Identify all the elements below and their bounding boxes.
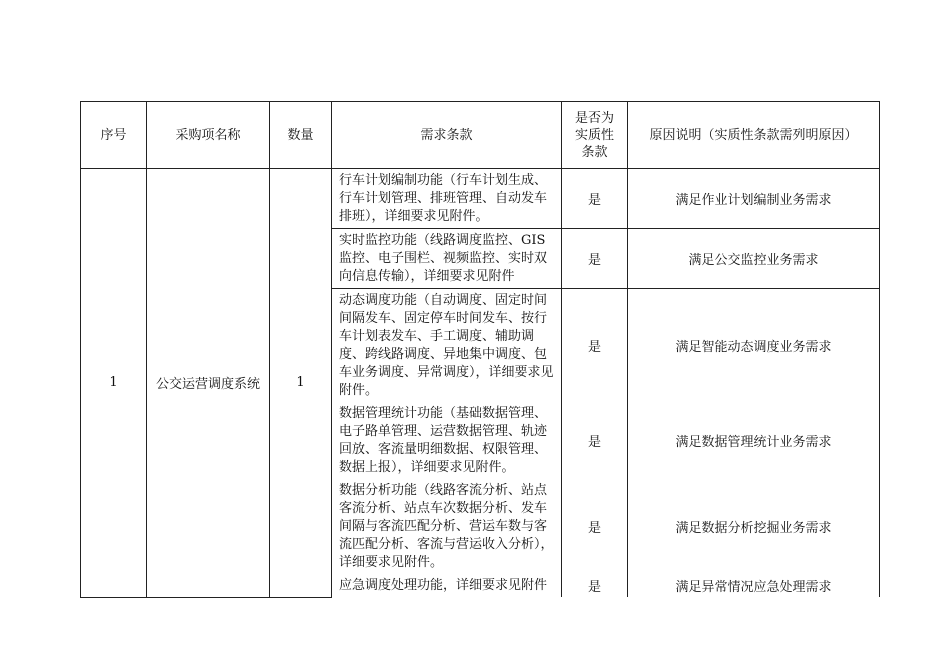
item-name-cell: 公交运营调度系统 [147,169,270,598]
header-substantive: 是否为 实质性 条款 [562,102,628,169]
header-serial-number: 序号 [81,102,147,169]
reason-cell: 满足数据分析挖掘业务需求 [628,479,880,574]
substantive-cell: 是 [562,479,628,574]
reason-cell: 满足智能动态调度业务需求 [628,289,880,403]
header-quantity: 数量 [270,102,332,169]
reason-cell: 满足数据管理统计业务需求 [628,402,880,479]
quantity-cell: 1 [270,169,332,598]
substantive-cell: 是 [562,289,628,403]
table-header-row [81,102,880,169]
reason-cell: 满足异常情况应急处理需求 [628,574,880,597]
requirement-cell: 数据管理统计功能（基础数据管理、电子路单管理、运营数据管理、轨迹回放、客流量明细数据、权限管理、数据上报），详细要求见附件。 [332,402,562,479]
requirement-cell: 数据分析功能（线路客流分析、站点客流分析、站点车次数据分析、发车间隔与客流匹配分析、营运车数与客流匹配分析、客流与营运收入分析），详细要求见附件。 [332,479,562,574]
header-item-name: 采购项名称 [147,102,270,169]
table-row [81,169,880,229]
reason-cell: 满足作业计划编制业务需求 [628,169,880,229]
reason-cell: 满足公交监控业务需求 [628,229,880,289]
requirement-cell: 实时监控功能（线路调度监控、GIS监控、电子围栏、视频监控、实时双向信息传输），详细要求见附件 [332,229,562,289]
substantive-cell: 是 [562,574,628,597]
substantive-cell: 是 [562,169,628,229]
requirement-cell: 行车计划编制功能（行车计划生成、行车计划管理、排班管理、自动发车排班），详细要求见附件。 [332,169,562,229]
requirement-cell: 应急调度处理功能，详细要求见附件 [332,574,562,597]
serial-number-cell: 1 [81,169,147,598]
requirements-table [80,101,880,598]
header-reason: 原因说明（实质性条款需列明原因） [628,102,880,169]
substantive-cell: 是 [562,229,628,289]
requirement-cell: 动态调度功能（自动调度、固定时间间隔发车、固定停车时间发车、按行车计划表发车、手工调度、辅助调度、跨线路调度、异地集中调度、包车业务调度、异常调度），详细要求见附件。 [332,289,562,403]
substantive-cell: 是 [562,402,628,479]
header-requirement: 需求条款 [332,102,562,169]
